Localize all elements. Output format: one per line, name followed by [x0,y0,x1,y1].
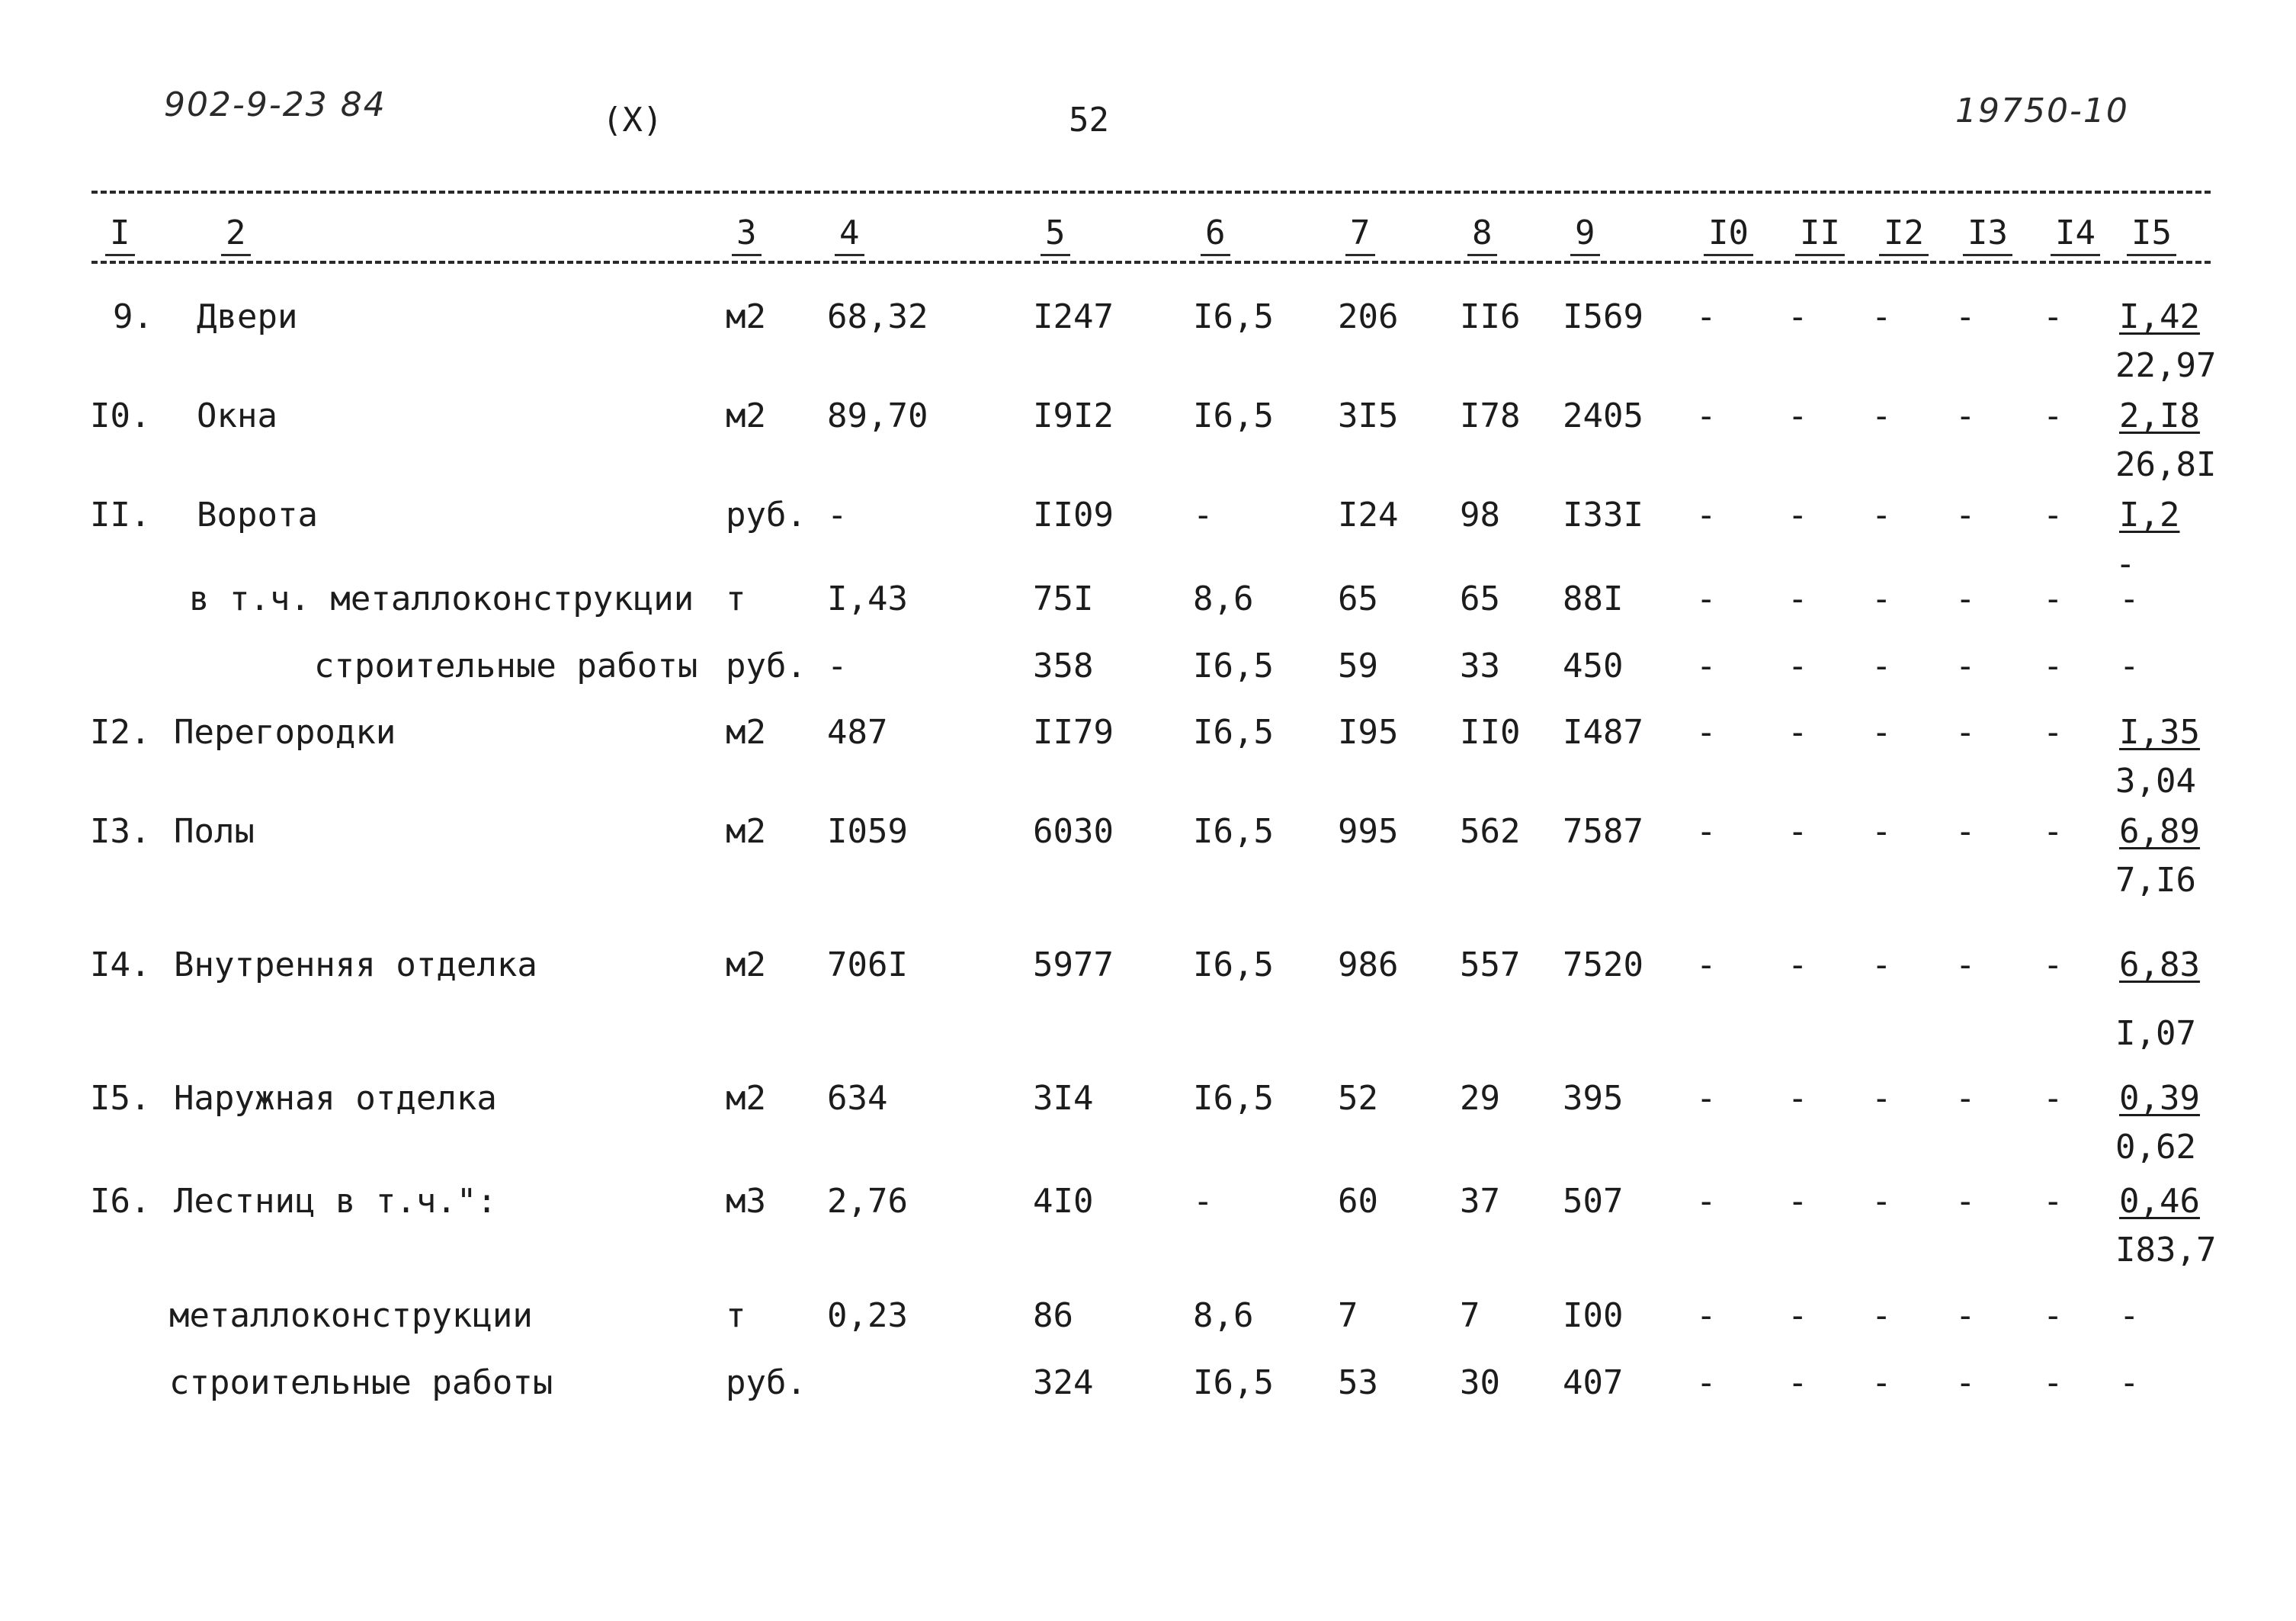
cell-col-11: - [1788,1363,1808,1402]
cell-col-9: I33I [1563,496,1643,534]
column-header-5: 5 [1041,213,1070,256]
cell-col-8: 29 [1460,1079,1500,1118]
cell-col-7: 52 [1338,1079,1378,1118]
cell-col-14: - [2043,396,2064,435]
cell-col-15: I,35 [2119,713,2200,752]
header-dashed-rule [91,261,2211,264]
cell-col-7: 995 [1338,812,1399,851]
cell-col-10: - [1696,945,1717,984]
cell-col-4: 634 [827,1079,888,1118]
cell-col-11: - [1788,945,1808,984]
cell-col-3: руб. [726,1363,806,1402]
cell-col-2: Лестниц в т.ч.": [174,1182,497,1221]
cell-col-5: II79 [1033,713,1114,752]
cell-col-9: I00 [1563,1296,1624,1335]
cell-col-13: - [1955,647,1976,685]
cell-col-8: 33 [1460,647,1500,685]
cell-col-2: Двери [197,297,298,336]
cell-col-4: I,43 [827,579,908,618]
cell-col-14: - [2043,945,2064,984]
cell-col-2: строительные работы [169,1363,553,1402]
cell-col-12: - [1871,713,1892,752]
cell-col-14: - [2043,1296,2064,1335]
cell-col-4: 89,70 [827,396,928,435]
cell-col-12: - [1871,297,1892,336]
cell-col-6: 8,6 [1193,579,1254,618]
cell-col-15: 6,83 [2119,945,2200,984]
cell-col-6: I6,5 [1193,396,1274,435]
cell-col-3: м2 [726,396,766,435]
cell-col-4: - [827,496,848,534]
cell-col-4: 68,32 [827,297,928,336]
cell-col-11: - [1788,1182,1808,1221]
cell-col-5: 5977 [1033,945,1114,984]
cell-col-10: - [1696,1182,1717,1221]
cell-col-6: I6,5 [1193,812,1274,851]
cell-col-12: - [1871,579,1892,618]
cell-col-15: - [2119,579,2140,618]
cell-col-2: Полы [174,812,255,851]
cell-col-11: - [1788,579,1808,618]
cell-col-12: - [1871,945,1892,984]
cell-col-8: 7 [1460,1296,1480,1335]
cell-col-12: - [1871,1079,1892,1118]
cell-col-13: - [1955,396,1976,435]
cell-col-7: I95 [1338,713,1399,752]
cell-col-11: - [1788,647,1808,685]
cell-col-14: - [2043,647,2064,685]
cell-col-3: м2 [726,713,766,752]
cell-col-4: 487 [827,713,888,752]
column-header-11: II [1795,213,1845,256]
cell-col-7: 986 [1338,945,1399,984]
cell-col-6: I6,5 [1193,945,1274,984]
cell-col-14: - [2043,1363,2064,1402]
cell-col-2: в т.ч. металлоконструкции [189,579,694,618]
cell-col-9: 450 [1563,647,1624,685]
cell-col-7: I24 [1338,496,1399,534]
cell-col-1: I5. [90,1079,151,1118]
cell-col-2: Ворота [197,496,318,534]
cell-col-2: Внутренняя отделка [174,945,537,984]
cell-col-15: - [2119,1363,2140,1402]
cell-col-6: I6,5 [1193,1079,1274,1118]
cell-col-1: I0. [90,396,151,435]
cell-col-4: - [827,647,848,685]
column-header-2: 2 [221,213,251,256]
cell-col-8: I78 [1460,396,1521,435]
cell-col-12: - [1871,812,1892,851]
cell-col-15: I,42 [2119,297,2200,336]
cell-col-10: - [1696,713,1717,752]
cell-col-15: - [2119,1296,2140,1335]
cell-col-12: - [1871,1363,1892,1402]
cell-col-15-secondary: 22,97 [2115,346,2217,385]
cell-col-7: 7 [1338,1296,1358,1335]
cell-col-3: т [726,1296,746,1335]
cell-col-5: 324 [1033,1363,1094,1402]
column-header-1: I [105,213,135,256]
register-number: 19750-10 [1955,91,2129,130]
cell-col-14: - [2043,496,2064,534]
column-header-7: 7 [1345,213,1375,256]
page-number: 52 [1069,101,1109,140]
cell-col-8: II0 [1460,713,1521,752]
cell-col-1: I2. [90,713,151,752]
cell-col-9: 7520 [1563,945,1643,984]
cell-col-1: I4. [90,945,151,984]
cell-col-3: м2 [726,1079,766,1118]
cell-col-11: - [1788,713,1808,752]
cell-col-3: м2 [726,945,766,984]
cell-col-11: - [1788,297,1808,336]
column-header-4: 4 [835,213,864,256]
top-dashed-rule [91,191,2211,194]
cell-col-8: 98 [1460,496,1500,534]
cell-col-3: руб. [726,496,806,534]
cell-col-12: - [1871,496,1892,534]
cell-col-10: - [1696,396,1717,435]
cell-col-13: - [1955,1182,1976,1221]
cell-col-11: - [1788,396,1808,435]
cell-col-13: - [1955,1296,1976,1335]
cell-col-1: II. [90,496,151,534]
cell-col-3: м2 [726,297,766,336]
cell-col-7: 59 [1338,647,1378,685]
cell-col-6: I6,5 [1193,297,1274,336]
cell-col-3: м3 [726,1182,766,1221]
cell-col-10: - [1696,647,1717,685]
cell-col-15: - [2119,647,2140,685]
cell-col-10: - [1696,1296,1717,1335]
cell-col-10: - [1696,812,1717,851]
cell-col-4: I059 [827,812,908,851]
cell-col-9: I487 [1563,713,1643,752]
cell-col-14: - [2043,1079,2064,1118]
column-header-15: I5 [2127,213,2176,256]
cell-col-5: 3I4 [1033,1079,1094,1118]
cell-col-4: 0,23 [827,1296,908,1335]
cell-col-10: - [1696,496,1717,534]
cell-col-5: 75I [1033,579,1094,618]
cell-col-8: 557 [1460,945,1521,984]
column-header-14: I4 [2051,213,2100,256]
column-header-6: 6 [1201,213,1230,256]
cell-col-6: 8,6 [1193,1296,1254,1335]
cell-col-13: - [1955,945,1976,984]
cell-col-15: 2,I8 [2119,396,2200,435]
cell-col-15: I,2 [2119,496,2180,534]
cell-col-14: - [2043,713,2064,752]
cell-col-9: 2405 [1563,396,1643,435]
cell-col-7: 65 [1338,579,1378,618]
cell-col-13: - [1955,713,1976,752]
cell-col-15-secondary: 0,62 [2115,1128,2196,1167]
cell-col-14: - [2043,812,2064,851]
cell-col-9: 407 [1563,1363,1624,1402]
cell-col-3: руб. [726,647,806,685]
cell-col-1: 9. [113,297,153,336]
cell-col-9: I569 [1563,297,1643,336]
cell-col-13: - [1955,812,1976,851]
cell-col-10: - [1696,297,1717,336]
cell-col-13: - [1955,1079,1976,1118]
cell-col-9: 395 [1563,1079,1624,1118]
cell-col-9: 88I [1563,579,1624,618]
cell-col-6: I6,5 [1193,1363,1274,1402]
cell-col-7: 206 [1338,297,1399,336]
section-label: (X) [602,101,663,140]
cell-col-5: I247 [1033,297,1114,336]
cell-col-15-secondary: I83,7 [2115,1231,2217,1270]
cell-col-13: - [1955,297,1976,336]
cell-col-2: Окна [197,396,277,435]
cell-col-11: - [1788,812,1808,851]
cell-col-6: I6,5 [1193,647,1274,685]
cell-col-2: металлоконструкции [169,1296,533,1335]
cell-col-12: - [1871,1296,1892,1335]
cell-col-9: 507 [1563,1182,1624,1221]
cell-col-4: 706I [827,945,908,984]
cell-col-15-secondary: 7,I6 [2115,861,2196,900]
cell-col-8: 562 [1460,812,1521,851]
column-header-3: 3 [732,213,762,256]
column-header-13: I3 [1963,213,2012,256]
column-header-10: I0 [1704,213,1753,256]
column-header-8: 8 [1467,213,1497,256]
cell-col-2: Перегородки [174,713,396,752]
cell-col-15-secondary: 26,8I [2115,445,2217,484]
cell-col-5: I9I2 [1033,396,1114,435]
cell-col-13: - [1955,496,1976,534]
cell-col-13: - [1955,1363,1976,1402]
cell-col-7: 53 [1338,1363,1378,1402]
doc-code: 902-9-23 84 [164,85,386,124]
cell-col-4: 2,76 [827,1182,908,1221]
cell-col-3: т [726,579,746,618]
cell-col-1: I3. [90,812,151,851]
cell-col-5: 358 [1033,647,1094,685]
cell-col-12: - [1871,1182,1892,1221]
cell-col-1: I6. [90,1182,151,1221]
cell-col-15: 6,89 [2119,812,2200,851]
cell-col-5: 4I0 [1033,1182,1094,1221]
cell-col-14: - [2043,579,2064,618]
column-header-9: 9 [1570,213,1600,256]
cell-col-10: - [1696,1079,1717,1118]
cell-col-7: 3I5 [1338,396,1399,435]
cell-col-6: - [1193,1182,1214,1221]
cell-col-8: II6 [1460,297,1521,336]
cell-col-14: - [2043,297,2064,336]
cell-col-7: 60 [1338,1182,1378,1221]
cell-col-6: I6,5 [1193,713,1274,752]
cell-col-12: - [1871,396,1892,435]
cell-col-10: - [1696,1363,1717,1402]
cell-col-15-secondary: I,07 [2115,1014,2196,1053]
cell-col-15-secondary: - [2115,544,2136,583]
cell-col-9: 7587 [1563,812,1643,851]
cell-col-8: 30 [1460,1363,1500,1402]
column-header-12: I2 [1879,213,1929,256]
cell-col-10: - [1696,579,1717,618]
cell-col-6: - [1193,496,1214,534]
cell-col-13: - [1955,579,1976,618]
cell-col-11: - [1788,496,1808,534]
cell-col-3: м2 [726,812,766,851]
cell-col-8: 37 [1460,1182,1500,1221]
cell-col-14: - [2043,1182,2064,1221]
cell-col-15: 0,46 [2119,1182,2200,1221]
cell-col-8: 65 [1460,579,1500,618]
cell-col-15: 0,39 [2119,1079,2200,1118]
cell-col-2: строительные работы [314,647,698,685]
cell-col-15-secondary: 3,04 [2115,762,2196,801]
cell-col-2: Наружная отделка [174,1079,497,1118]
cell-col-11: - [1788,1079,1808,1118]
cell-col-11: - [1788,1296,1808,1335]
cell-col-5: 6030 [1033,812,1114,851]
cell-col-12: - [1871,647,1892,685]
cell-col-5: II09 [1033,496,1114,534]
cell-col-5: 86 [1033,1296,1073,1335]
